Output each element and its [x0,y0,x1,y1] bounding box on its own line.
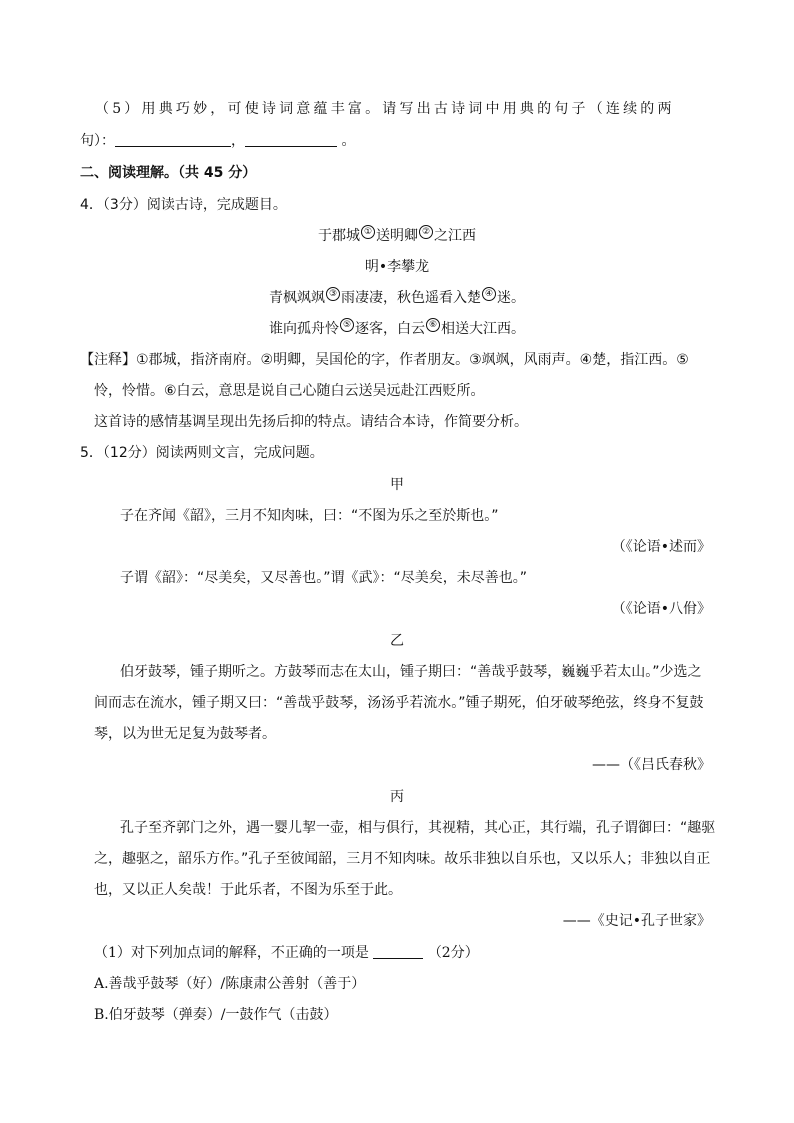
note-mark-1: ① [361,225,375,239]
note-mark-2: ② [419,225,433,239]
note-mark-5: ⑤ [340,318,354,332]
q4-question: 这首诗的感情基调呈现出先扬后抑的特点。请结合本诗，作简要分析。 [94,414,528,430]
q5-sub1-score: （2分） [427,945,479,961]
poem-title-part-b: 送明卿 [376,228,418,244]
passage-jia-title: 甲 [390,477,404,493]
q3-5-sep: ， [231,133,245,149]
passage-yi-title: 乙 [390,633,404,649]
poem-title-part-c: 之江西 [434,228,476,244]
section2-title: 二、阅读理解。（共 45 分） [80,165,257,181]
poem-line-2-b: 逐客，白云 [355,321,425,337]
poem-title [0,226,794,246]
q3-5-line2-start: 句）： [80,133,115,149]
passage-bing-line2: 之，趣驱之，韶乐方作。”孔子至彼闻韶，三月不知肉味。故乐非独以自乐也，又以乐人；非独以自正 [94,851,711,867]
note-mark-4: ④ [482,287,496,301]
poem-line-1 [0,288,794,308]
poem-line-2 [0,319,794,339]
option-a: A.善哉乎鼓琴（好）/陈康肃公善射（善于） [94,976,366,992]
passage-bing-title: 丙 [390,789,404,805]
q5-sub1-text: （1）对下列加点词的解释，不正确的一项是 [94,945,369,961]
passage-jia-para1: 子在齐闻《韶》，三月不知肉味，曰：“不图为乐之至於斯也。” [120,508,499,524]
poem-notes-line1: 【注释】①郡城，指济南府。②明卿，吴国伦的字，作者朋友。③飒飒，风雨声。④楚，指江西。⑤ [80,352,689,368]
answer-blank-2[interactable] [245,132,337,147]
passage-yi-line1: 伯牙鼓琴，锺子期听之。方鼓琴而志在太山，锺子期曰：“善哉乎鼓琴，巍巍乎若太山。”少选之 [120,664,702,680]
answer-blank-1[interactable] [115,132,231,147]
q4-stem: 4．（3分）阅读古诗，完成题目。 [80,197,287,213]
passage-jia-source1: （《论语•述而》 [611,539,711,555]
passage-yi-line2: 间而志在流水，锺子期又曰：“善哉乎鼓琴，汤汤乎若流水。”锺子期死，伯牙破琴绝弦，终身不复鼓 [94,695,704,711]
poem-line-1-a: 青枫飒飒 [269,290,325,306]
poem-line-2-a: 谁向孤舟怜 [269,321,339,337]
passage-bing-source: ——《史记•孔子世家》 [562,913,711,929]
q3-5-line1: （5）用典巧妙，可使诗词意蕴丰富。请写出古诗词中用典的句子（连续的两 [95,101,675,117]
poem-line-1-b: 雨凄凄，秋色遥看入楚 [341,290,481,306]
q5-stem: 5．（12分）阅读两则文言，完成问题。 [80,445,324,461]
note-mark-6: ⑥ [426,318,440,332]
passage-bing-line3: 也，又以正人矣哉！于此乐者，不图为乐至于此。 [94,882,402,898]
poem-notes-line2: 怜，怜惜。⑥白云，意思是说自己心随白云送吴远赴江西贬所。 [94,383,485,399]
passage-yi-source: ——（《吕氏春秋》 [592,757,711,773]
poem-line-2-c: 相送大江西。 [441,321,525,337]
q3-5-line2 [80,131,355,151]
q3-5-end: 。 [341,133,356,149]
passage-jia-source2: （《论语•八佾》 [611,601,711,617]
passage-bing-line1: 孔子至齐郭门之外，遇一婴儿挈一壶，相与俱行，其视精，其心正，其行端，孔子谓御曰：“趣驱 [120,820,716,836]
answer-blank-3[interactable] [373,944,423,959]
note-mark-3: ③ [326,287,340,301]
poem-title-part-a: 于郡城 [318,228,360,244]
q5-sub1 [94,943,479,963]
poem-line-1-c: 迷。 [497,290,525,306]
poem-author: 明•李攀龙 [364,259,430,275]
option-b: B.伯牙鼓琴（弹奏）/一鼓作气（击鼓） [94,1007,338,1023]
passage-yi-line3: 琴，以为世无足复为鼓琴者。 [94,726,276,742]
passage-jia-para2: 子谓《韶》：“尽美矣，又尽善也。”谓《武》：“尽美矣，未尽善也。” [120,570,528,586]
